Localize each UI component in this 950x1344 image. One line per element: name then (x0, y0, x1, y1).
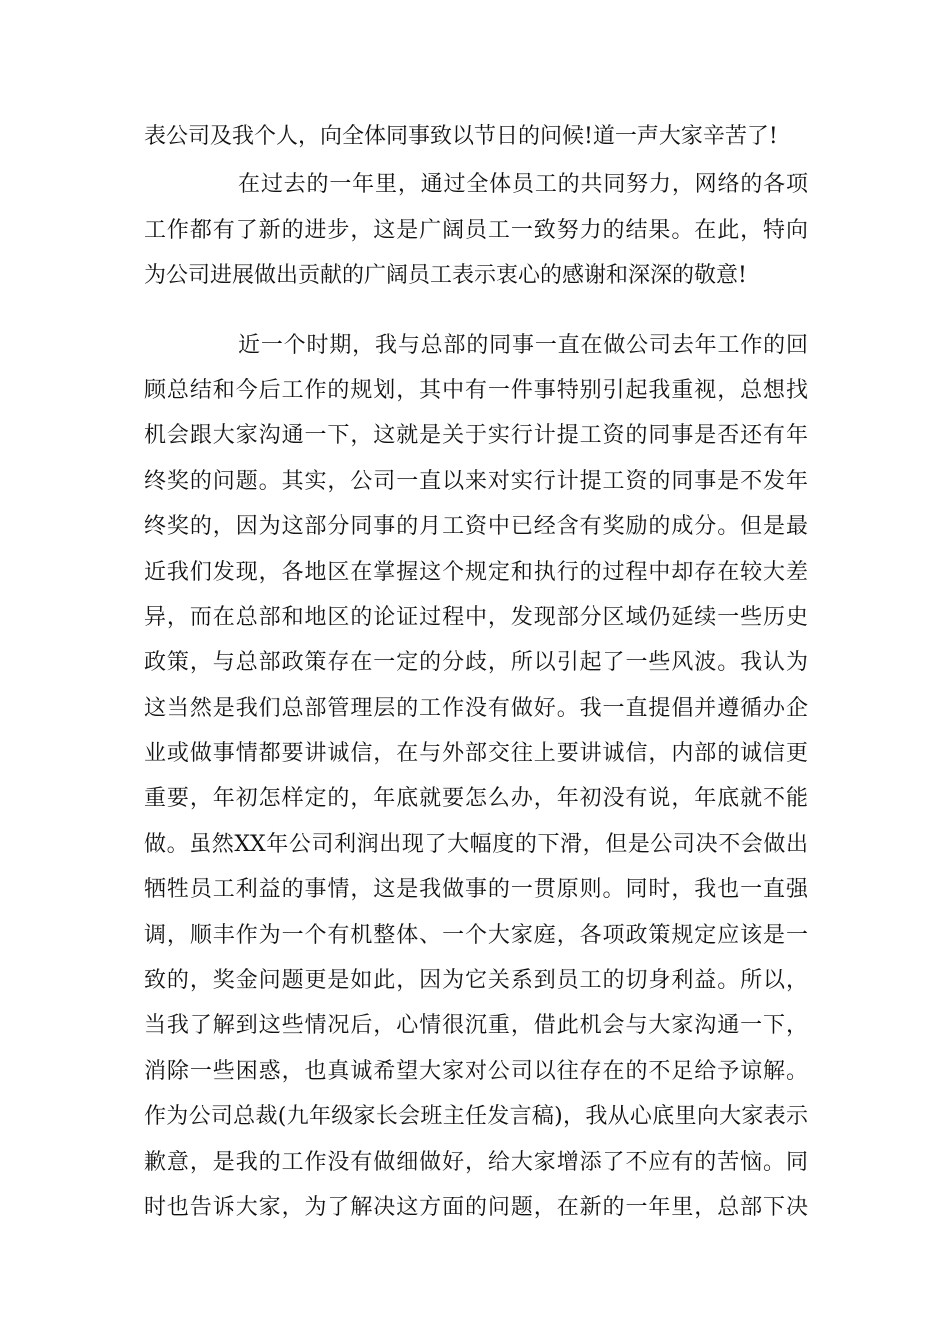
document-body (144, 114, 808, 1230)
paragraph-1-line-1: 表公司及我个人，向全体同事致以节日的问候!道一声大家辛苦了! (144, 124, 778, 149)
paragraph-3-line-6: 近我们发现，各地区在掌握这个规定和执行的过程中却存在较大差 (144, 559, 808, 585)
paragraph-3-line-9: 这当然是我们总部管理层的工作没有做好。我一直提倡并遵循办企 (144, 695, 808, 721)
paragraph-3-line-18: 作为公司总裁(九年级家长会班主任发言稿)，我从心底里向大家表示 (144, 1104, 808, 1130)
paragraph-3-line-7: 异，而在总部和地区的论证过程中，发现部分区域仍延续一些历史 (144, 604, 808, 630)
paragraph-3-line-19: 歉意，是我的工作没有做细做好，给大家增添了不应有的苦恼。同 (144, 1149, 808, 1175)
paragraph-3-line-16: 当我了解到这些情况后，心情很沉重，借此机会与大家沟通一下， (144, 1013, 808, 1039)
paragraph-3-line-12: 做。虽然XX年公司利润出现了大幅度的下滑，但是公司决不会做出 (144, 831, 808, 857)
paragraph-3-line-11: 重要，年初怎样定的，年底就要怎么办，年初没有说，年底就不能 (144, 786, 808, 812)
paragraph-3-line-2: 顾总结和今后工作的规划，其中有一件事特别引起我重视，总想找 (144, 377, 808, 403)
paragraph-3-line-4: 终奖的问题。其实，公司一直以来对实行计提工资的同事是不发年 (144, 468, 808, 494)
paragraph-3-line-8: 政策，与总部政策存在一定的分歧，所以引起了一些风波。我认为 (144, 650, 808, 676)
paragraph-3-line-17: 消除一些困惑，也真诚希望大家对公司以往存在的不足给予谅解。 (144, 1058, 808, 1084)
paragraph-3-line-5: 终奖的，因为这部分同事的月工资中已经含有奖励的成分。但是最 (144, 514, 808, 540)
paragraph-3-line-13: 牺牲员工利益的事情，这是我做事的一贯原则。同时，我也一直强 (144, 877, 808, 903)
paragraph-3-line-10: 业或做事情都要讲诚信，在与外部交往上要讲诚信，内部的诚信更 (144, 741, 808, 767)
paragraph-3-line-3: 机会跟大家沟通一下，这就是关于实行计提工资的同事是否还有年 (144, 423, 808, 449)
paragraph-3-line-15: 致的，奖金问题更是如此，因为它关系到员工的切身利益。所以， (144, 968, 808, 994)
paragraph-2-line-1: 在过去的一年里，通过全体员工的共同努力，网络的各项 (238, 172, 808, 198)
paragraph-3-line-1: 近一个时期，我与总部的同事一直在做公司去年工作的回 (238, 332, 808, 358)
paragraph-2-line-2: 工作都有了新的进步，这是广阔员工一致努力的结果。在此，特向 (144, 217, 808, 243)
paragraph-gap (144, 299, 808, 323)
paragraph-2-line-3: 为公司进展做出贡献的广阔员工表示衷心的感谢和深深的敬意! (144, 263, 747, 289)
paragraph-3-line-20: 时也告诉大家，为了解决这方面的问题，在新的一年里，总部下决 (144, 1194, 808, 1220)
paragraph-3-line-14: 调，顺丰作为一个有机整体、一个大家庭，各项政策规定应该是一 (144, 922, 808, 948)
